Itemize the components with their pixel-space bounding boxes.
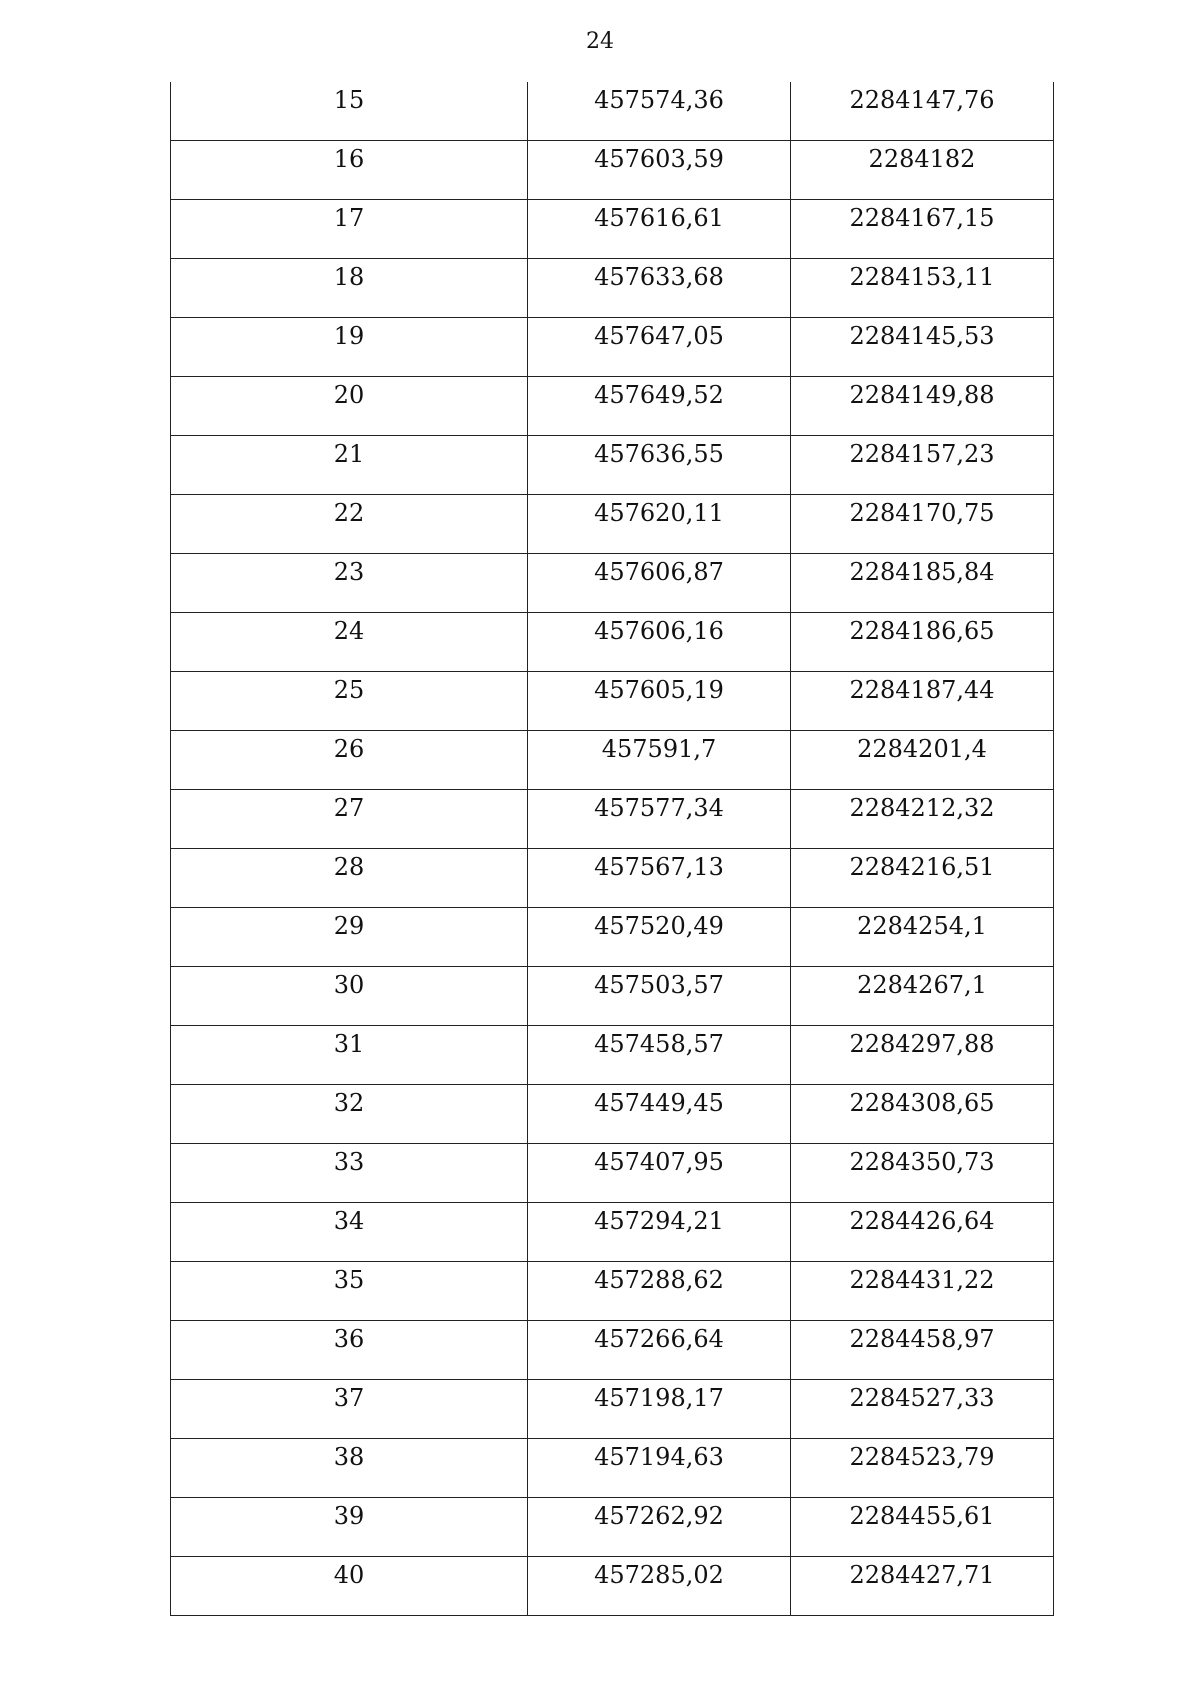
x-coordinate-cell xyxy=(528,1498,791,1557)
y-coordinate-cell-text: 2284186,65 xyxy=(849,617,995,645)
table-row xyxy=(171,1498,1054,1557)
point-number-cell xyxy=(171,790,528,849)
x-coordinate-cell-text: 457288,62 xyxy=(594,1266,724,1294)
y-coordinate-cell xyxy=(791,436,1054,495)
y-coordinate-cell-text: 2284201,4 xyxy=(857,735,987,763)
y-coordinate-cell-text: 2284145,53 xyxy=(849,322,995,350)
y-coordinate-cell-text: 2284426,64 xyxy=(849,1207,995,1235)
y-coordinate-cell xyxy=(791,1498,1054,1557)
y-coordinate-cell-text: 2284170,75 xyxy=(849,499,995,527)
coordinates-table-body xyxy=(171,82,1054,1616)
x-coordinate-cell-text: 457574,36 xyxy=(594,86,724,114)
y-coordinate-cell xyxy=(791,318,1054,377)
point-number-cell xyxy=(171,967,528,1026)
point-number-cell xyxy=(171,318,528,377)
point-number-cell-text: 36 xyxy=(333,1325,365,1353)
x-coordinate-cell-text: 457266,64 xyxy=(594,1325,724,1353)
table-row xyxy=(171,377,1054,436)
point-number-cell xyxy=(171,259,528,318)
table-row xyxy=(171,1144,1054,1203)
y-coordinate-cell xyxy=(791,1262,1054,1321)
x-coordinate-cell xyxy=(528,554,791,613)
y-coordinate-cell-text: 2284297,88 xyxy=(849,1030,995,1058)
x-coordinate-cell xyxy=(528,1026,791,1085)
x-coordinate-cell-text: 457198,17 xyxy=(594,1384,724,1412)
point-number-cell xyxy=(171,436,528,495)
point-number-cell xyxy=(171,1498,528,1557)
table-row xyxy=(171,82,1054,141)
x-coordinate-cell-text: 457520,49 xyxy=(594,912,724,940)
x-coordinate-cell-text: 457262,92 xyxy=(594,1502,724,1530)
point-number-cell-text: 29 xyxy=(333,912,365,940)
point-number-cell-text: 18 xyxy=(333,263,365,291)
table-row xyxy=(171,790,1054,849)
table-row xyxy=(171,1026,1054,1085)
point-number-cell xyxy=(171,908,528,967)
x-coordinate-cell xyxy=(528,731,791,790)
x-coordinate-cell-text: 457636,55 xyxy=(594,440,724,468)
x-coordinate-cell xyxy=(528,1380,791,1439)
y-coordinate-cell-text: 2284267,1 xyxy=(857,971,987,999)
point-number-cell xyxy=(171,1321,528,1380)
y-coordinate-cell xyxy=(791,731,1054,790)
y-coordinate-cell-text: 2284308,65 xyxy=(849,1089,995,1117)
y-coordinate-cell xyxy=(791,1439,1054,1498)
point-number-cell xyxy=(171,1439,528,1498)
y-coordinate-cell xyxy=(791,1203,1054,1262)
y-coordinate-cell-text: 2284182 xyxy=(868,145,976,173)
point-number-cell-text: 19 xyxy=(333,322,365,350)
y-coordinate-cell-text: 2284185,84 xyxy=(849,558,995,586)
y-coordinate-cell xyxy=(791,1380,1054,1439)
y-coordinate-cell xyxy=(791,1321,1054,1380)
point-number-cell-text: 38 xyxy=(333,1443,365,1471)
point-number-cell-text: 22 xyxy=(333,499,365,527)
x-coordinate-cell xyxy=(528,1262,791,1321)
x-coordinate-cell xyxy=(528,908,791,967)
x-coordinate-cell xyxy=(528,436,791,495)
y-coordinate-cell xyxy=(791,495,1054,554)
x-coordinate-cell-text: 457606,16 xyxy=(594,617,724,645)
x-coordinate-cell xyxy=(528,141,791,200)
table-row xyxy=(171,1321,1054,1380)
point-number-cell-text: 40 xyxy=(333,1561,365,1589)
page-number: 24 xyxy=(586,29,614,54)
point-number-cell xyxy=(171,849,528,908)
x-coordinate-cell-text: 457577,34 xyxy=(594,794,724,822)
point-number-cell xyxy=(171,672,528,731)
point-number-cell xyxy=(171,1380,528,1439)
x-coordinate-cell xyxy=(528,967,791,1026)
y-coordinate-cell xyxy=(791,613,1054,672)
table-row xyxy=(171,908,1054,967)
y-coordinate-cell-text: 2284431,22 xyxy=(849,1266,995,1294)
y-coordinate-cell-text: 2284427,71 xyxy=(849,1561,995,1589)
y-coordinate-cell-text: 2284254,1 xyxy=(857,912,987,940)
table-row xyxy=(171,554,1054,613)
y-coordinate-cell-text: 2284216,51 xyxy=(849,853,995,881)
x-coordinate-cell-text: 457620,11 xyxy=(594,499,724,527)
point-number-cell-text: 17 xyxy=(333,204,365,232)
y-coordinate-cell xyxy=(791,849,1054,908)
point-number-cell xyxy=(171,82,528,141)
point-number-cell-text: 20 xyxy=(333,381,365,409)
point-number-cell xyxy=(171,613,528,672)
point-number-cell xyxy=(171,1085,528,1144)
table-row xyxy=(171,495,1054,554)
table-row xyxy=(171,200,1054,259)
point-number-cell xyxy=(171,1262,528,1321)
x-coordinate-cell-text: 457605,19 xyxy=(594,676,724,704)
x-coordinate-cell xyxy=(528,849,791,908)
coordinates-table xyxy=(170,82,1054,1616)
point-number-cell-text: 37 xyxy=(333,1384,365,1412)
y-coordinate-cell xyxy=(791,790,1054,849)
y-coordinate-cell-text: 2284527,33 xyxy=(849,1384,995,1412)
x-coordinate-cell xyxy=(528,1439,791,1498)
table-row xyxy=(171,613,1054,672)
point-number-cell-text: 28 xyxy=(333,853,365,881)
point-number-cell xyxy=(171,1026,528,1085)
y-coordinate-cell xyxy=(791,908,1054,967)
y-coordinate-cell-text: 2284212,32 xyxy=(849,794,995,822)
x-coordinate-cell xyxy=(528,495,791,554)
point-number-cell-text: 39 xyxy=(333,1502,365,1530)
point-number-cell-text: 33 xyxy=(333,1148,365,1176)
point-number-cell xyxy=(171,1557,528,1616)
point-number-cell xyxy=(171,200,528,259)
point-number-cell xyxy=(171,554,528,613)
y-coordinate-cell xyxy=(791,259,1054,318)
y-coordinate-cell xyxy=(791,1085,1054,1144)
y-coordinate-cell xyxy=(791,200,1054,259)
point-number-cell-text: 27 xyxy=(333,794,365,822)
x-coordinate-cell xyxy=(528,613,791,672)
y-coordinate-cell-text: 2284149,88 xyxy=(849,381,995,409)
table-row xyxy=(171,318,1054,377)
x-coordinate-cell xyxy=(528,1144,791,1203)
table-row xyxy=(171,1085,1054,1144)
x-coordinate-cell-text: 457194,63 xyxy=(594,1443,724,1471)
point-number-cell-text: 15 xyxy=(333,86,365,114)
x-coordinate-cell-text: 457606,87 xyxy=(594,558,724,586)
x-coordinate-cell xyxy=(528,200,791,259)
y-coordinate-cell-text: 2284458,97 xyxy=(849,1325,995,1353)
point-number-cell-text: 30 xyxy=(333,971,365,999)
y-coordinate-cell xyxy=(791,141,1054,200)
point-number-cell-text: 26 xyxy=(333,735,365,763)
x-coordinate-cell-text: 457649,52 xyxy=(594,381,724,409)
x-coordinate-cell-text: 457647,05 xyxy=(594,322,724,350)
point-number-cell-text: 31 xyxy=(333,1030,365,1058)
x-coordinate-cell xyxy=(528,259,791,318)
y-coordinate-cell-text: 2284157,23 xyxy=(849,440,995,468)
point-number-cell-text: 23 xyxy=(333,558,365,586)
y-coordinate-cell xyxy=(791,1144,1054,1203)
y-coordinate-cell xyxy=(791,82,1054,141)
point-number-cell xyxy=(171,1203,528,1262)
x-coordinate-cell-text: 457567,13 xyxy=(594,853,724,881)
table-row xyxy=(171,1380,1054,1439)
table-row xyxy=(171,1557,1054,1616)
point-number-cell xyxy=(171,495,528,554)
y-coordinate-cell xyxy=(791,554,1054,613)
table-row xyxy=(171,1439,1054,1498)
y-coordinate-cell xyxy=(791,967,1054,1026)
point-number-cell-text: 34 xyxy=(333,1207,365,1235)
x-coordinate-cell xyxy=(528,672,791,731)
x-coordinate-cell xyxy=(528,1321,791,1380)
y-coordinate-cell-text: 2284167,15 xyxy=(849,204,995,232)
table-row xyxy=(171,259,1054,318)
x-coordinate-cell-text: 457603,59 xyxy=(594,145,724,173)
table-row xyxy=(171,1262,1054,1321)
x-coordinate-cell xyxy=(528,1557,791,1616)
y-coordinate-cell-text: 2284523,79 xyxy=(849,1443,995,1471)
point-number-cell xyxy=(171,141,528,200)
y-coordinate-cell-text: 2284350,73 xyxy=(849,1148,995,1176)
x-coordinate-cell-text: 457285,02 xyxy=(594,1561,724,1589)
table-row xyxy=(171,731,1054,790)
table-row xyxy=(171,672,1054,731)
table-row xyxy=(171,849,1054,908)
point-number-cell-text: 21 xyxy=(333,440,365,468)
y-coordinate-cell-text: 2284147,76 xyxy=(849,86,995,114)
x-coordinate-cell-text: 457503,57 xyxy=(594,971,724,999)
y-coordinate-cell xyxy=(791,1026,1054,1085)
x-coordinate-cell-text: 457407,95 xyxy=(594,1148,724,1176)
x-coordinate-cell xyxy=(528,1203,791,1262)
point-number-cell-text: 24 xyxy=(333,617,365,645)
x-coordinate-cell-text: 457449,45 xyxy=(594,1089,724,1117)
y-coordinate-cell-text: 2284153,11 xyxy=(849,263,995,291)
x-coordinate-cell xyxy=(528,377,791,436)
y-coordinate-cell xyxy=(791,672,1054,731)
x-coordinate-cell xyxy=(528,318,791,377)
point-number-cell xyxy=(171,731,528,790)
y-coordinate-cell-text: 2284187,44 xyxy=(849,676,995,704)
x-coordinate-cell-text: 457616,61 xyxy=(594,204,724,232)
table-row xyxy=(171,141,1054,200)
y-coordinate-cell xyxy=(791,377,1054,436)
table-row xyxy=(171,436,1054,495)
x-coordinate-cell-text: 457633,68 xyxy=(594,263,724,291)
point-number-cell xyxy=(171,1144,528,1203)
point-number-cell xyxy=(171,377,528,436)
x-coordinate-cell-text: 457591,7 xyxy=(601,735,717,763)
point-number-cell-text: 16 xyxy=(333,145,365,173)
x-coordinate-cell xyxy=(528,82,791,141)
y-coordinate-cell-text: 2284455,61 xyxy=(849,1502,995,1530)
table-row xyxy=(171,1203,1054,1262)
x-coordinate-cell xyxy=(528,1085,791,1144)
y-coordinate-cell xyxy=(791,1557,1054,1616)
table-row xyxy=(171,967,1054,1026)
x-coordinate-cell-text: 457294,21 xyxy=(594,1207,724,1235)
point-number-cell-text: 32 xyxy=(333,1089,365,1117)
x-coordinate-cell xyxy=(528,790,791,849)
x-coordinate-cell-text: 457458,57 xyxy=(594,1030,724,1058)
point-number-cell-text: 35 xyxy=(333,1266,365,1294)
point-number-cell-text: 25 xyxy=(333,676,365,704)
